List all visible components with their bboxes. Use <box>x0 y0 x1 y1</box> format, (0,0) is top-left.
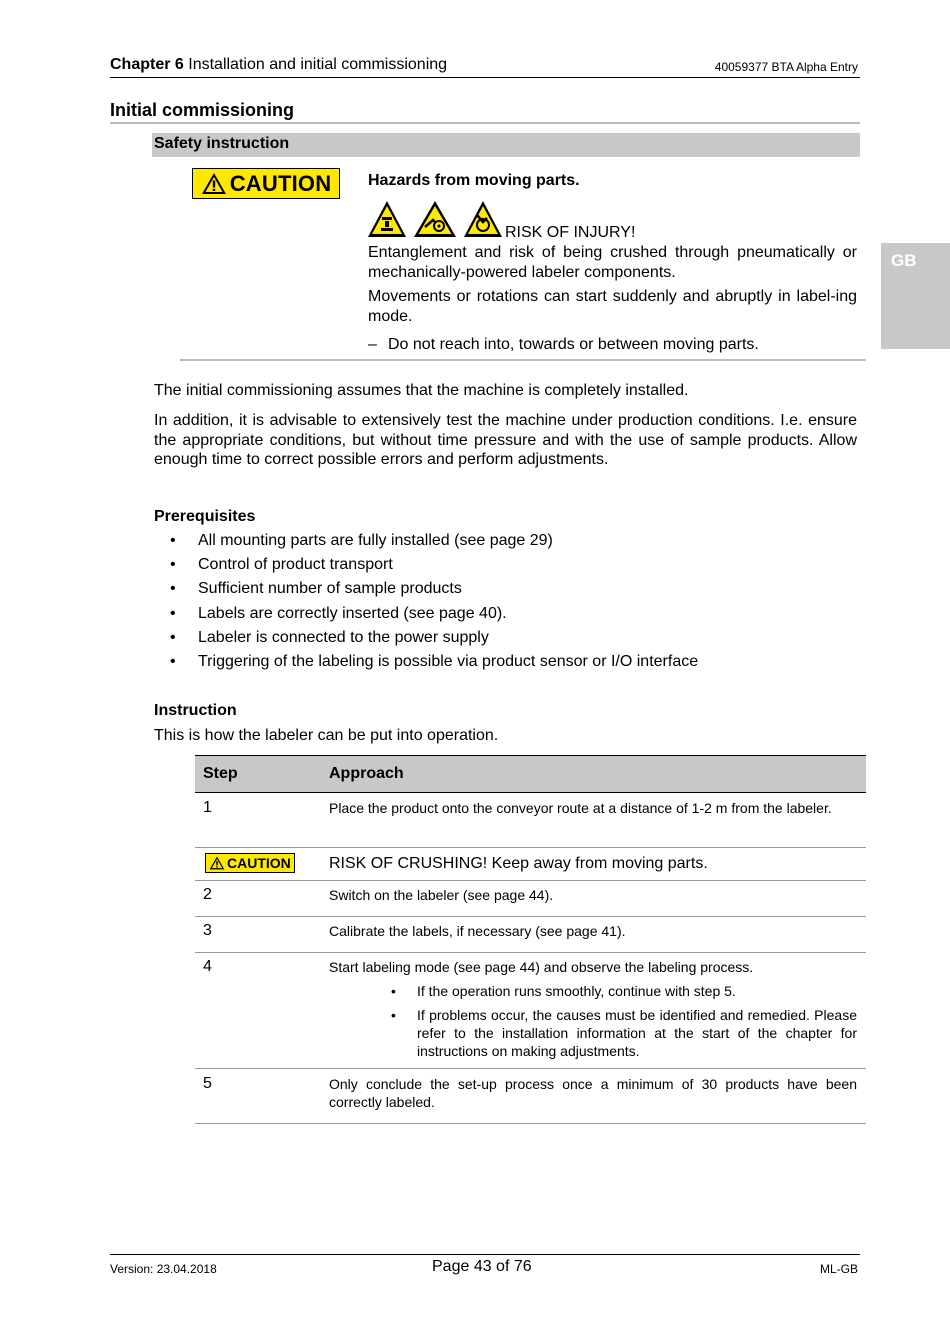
instruction-text: This is how the labeler can be put into operation. <box>154 727 499 744</box>
hazard-title: Hazards from moving parts. <box>368 172 580 189</box>
intro-paragraph-1: The initial commissioning assumes that the machine is completely installed. <box>154 382 689 399</box>
steps-table <box>195 755 866 1124</box>
caution-badge <box>205 853 295 873</box>
step-number: 2 <box>195 881 329 917</box>
dash-marker: – <box>368 336 377 353</box>
hazard-description: Entanglement and risk of being crushed through pneumatically or mechanically-powered labeler components. <box>368 244 857 281</box>
doc-id: 40059377 BTA Alpha Entry <box>714 60 858 74</box>
table-header-row <box>195 756 866 793</box>
list-item: • Control of product transport <box>154 556 698 580</box>
list-item: • If the operation runs smoothly, continue with step 5. <box>329 982 857 1000</box>
list-item: • Triggering of the labeling is possible via product sensor or I/O interface <box>154 653 698 677</box>
step-number: 4 <box>195 953 329 1069</box>
caution-badge-label: CAUTION <box>227 855 291 871</box>
list-item: • All mounting parts are fully installed (see page 29) <box>154 532 698 556</box>
step-number: 5 <box>195 1069 329 1124</box>
hazard-icons <box>367 200 503 238</box>
table-row-caution <box>195 848 866 881</box>
list-item: • Labeler is connected to the power supply <box>154 629 698 653</box>
chapter-title: Installation and initial commissioning <box>188 56 448 73</box>
safety-instruction-bar: Safety instruction <box>152 133 860 157</box>
footer-page-number: Page 43 of 76 <box>432 1258 532 1275</box>
step-number: 3 <box>195 917 329 953</box>
instruction-heading: Instruction <box>154 702 237 719</box>
safety-action-text: Do not reach into, towards or between moving parts. <box>388 336 759 353</box>
warning-triangle-icon <box>209 856 225 870</box>
entanglement-hazard-icon <box>413 200 457 238</box>
step-text: Calibrate the labels, if necessary (see page 41). <box>329 917 866 953</box>
caution-sign <box>192 168 340 199</box>
language-tab-label: GB <box>891 251 917 270</box>
table-row <box>195 917 866 953</box>
footer-divider <box>110 1254 860 1255</box>
table-row <box>195 881 866 917</box>
list-item: • Labels are correctly inserted (see page 40). <box>154 605 698 629</box>
table-row <box>195 953 866 1069</box>
footer-code: ML-GB <box>819 1262 858 1276</box>
step-text: Switch on the labeler (see page 44). <box>329 881 866 917</box>
risk-of-injury: RISK OF INJURY! <box>505 224 636 241</box>
caution-text: RISK OF CRUSHING! Keep away from moving parts. <box>329 848 866 881</box>
hazard-movement-note: Movements or rotations can start suddenly and abruptly in label-ing mode. <box>368 288 857 325</box>
chapter-label: Chapter 6 <box>110 56 184 73</box>
table-row <box>195 793 866 848</box>
crush-hazard-icon <box>367 200 407 238</box>
header-divider <box>110 77 860 78</box>
safety-action <box>368 336 759 354</box>
table-row <box>195 1069 866 1124</box>
step-number: 1 <box>195 793 329 848</box>
section-title: Initial commissioning <box>110 100 295 120</box>
column-header-step: Step <box>195 756 329 793</box>
footer-version: Version: 23.04.2018 <box>110 1262 217 1276</box>
hand-injury-hazard-icon <box>463 200 503 238</box>
section-divider <box>110 122 860 124</box>
warning-triangle-icon <box>201 172 227 195</box>
list-item: • If problems occur, the causes must be identified and remedied. Please refer to the installation information at the start of the chapter for instructions on making adjustments. <box>329 1006 857 1060</box>
caution-cell <box>195 848 329 881</box>
step-cell <box>329 953 866 1069</box>
prerequisites-heading: Prerequisites <box>154 508 256 525</box>
header-chapter <box>110 56 447 74</box>
step-sub-list <box>329 982 857 1060</box>
step-text: Start labeling mode (see page 44) and observe the labeling process. <box>329 959 754 975</box>
step-text: Only conclude the set-up process once a minimum of 30 products have been correctly labeled. <box>329 1069 866 1124</box>
intro-paragraph-2: In addition, it is advisable to extensively test the machine under production conditions. I.e. ensure the appropriate conditions, but without time pressure and with the use of sample products. Allow enough time to correct possible errors and perform adjustments. <box>154 412 857 468</box>
caution-label: CAUTION <box>229 170 332 196</box>
column-header-approach: Approach <box>329 756 866 793</box>
step-text: Place the product onto the conveyor route at a distance of 1-2 m from the labeler. <box>329 793 866 848</box>
prerequisites-list <box>154 532 698 677</box>
safety-divider <box>180 359 866 361</box>
language-tab <box>881 243 950 349</box>
list-item: • Sufficient number of sample products <box>154 580 698 604</box>
